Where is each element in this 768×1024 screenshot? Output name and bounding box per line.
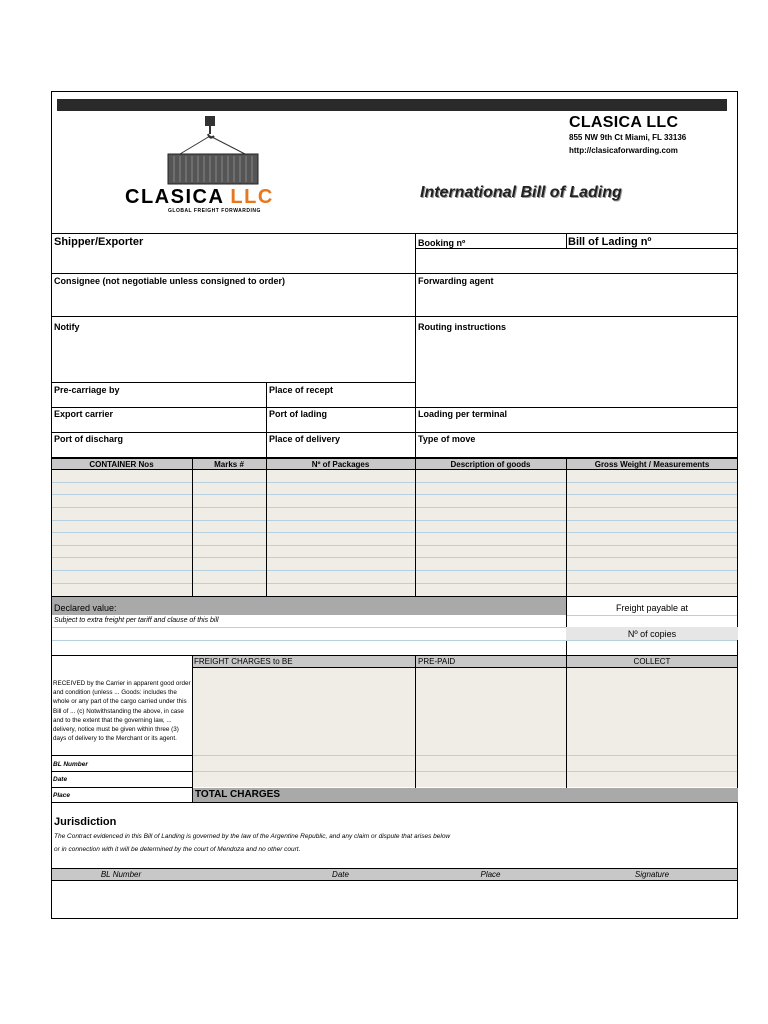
signature-row-input[interactable] <box>52 882 737 918</box>
charges-body[interactable] <box>193 668 737 787</box>
logo-wordmark: CLASICA LLC <box>125 186 274 208</box>
col-container-nos: CONTAINER Nos <box>89 460 154 469</box>
col-description: Description of goods <box>450 460 531 469</box>
prepaid-label: PRE-PAID <box>418 657 456 666</box>
booking-label: Booking nº <box>418 238 466 248</box>
export-carrier-label: Export carrier <box>54 409 114 419</box>
jurisdiction-title: Jurisdiction <box>54 816 117 828</box>
total-charges-label: TOTAL CHARGES <box>195 789 281 800</box>
bl-number-label: BL Number <box>53 761 88 768</box>
logo-tagline: GLOBAL FREIGHT FORWARDING <box>168 208 261 214</box>
declared-value-bar <box>52 597 566 615</box>
company-address: 855 NW 9th Ct Miami, FL 33136 <box>569 133 687 142</box>
place-receipt-label: Place of recept <box>269 385 334 395</box>
copies-label: Nº of copies <box>627 629 677 639</box>
sig-date: Date <box>332 870 349 879</box>
container-crane-logo-icon <box>165 114 265 186</box>
jurisdiction-line-2: or in connection with it will be determined by the court of Mendoza and no other court. <box>54 846 301 853</box>
company-name: CLASICA LLC <box>569 114 679 131</box>
sig-signature: Signature <box>634 870 670 879</box>
declared-value-label: Declared value: <box>54 603 117 613</box>
freight-charges-label: FREIGHT CHARGES to BE <box>194 657 293 666</box>
subject-to-freight-note: Subject to extra freight per tariff and clause of this bill <box>54 617 219 624</box>
routing-label: Routing instructions <box>418 322 506 332</box>
pre-carriage-label: Pre-carriage by <box>54 385 120 395</box>
freight-payable-label: Freight payable at <box>615 603 689 613</box>
type-move-label: Type of move <box>418 434 476 444</box>
bill-of-lading-label: Bill of Lading nº <box>568 236 652 248</box>
company-url[interactable]: http://clasicaforwarding.com <box>569 146 678 155</box>
received-terms-text: RECEIVED by the Carrier in apparent good order and condition (unless ... Goods: includes the whole or any part of the cargo carried under this Bill of ... (c) Notwithstanding the above, in case and to the extent that the governing law, ... delivery, notice must be given within three (3) days of delivery to the Merchant or its agent. <box>53 680 191 743</box>
shipper-label: Shipper/Exporter <box>54 236 144 248</box>
loading-terminal-label: Loading per terminal <box>418 409 508 419</box>
port-discharge-label: Port of discharg <box>54 434 124 444</box>
collect-label: COLLECT <box>633 657 671 666</box>
document-title: International Bill of Lading <box>420 184 622 201</box>
place-delivery-label: Place of delivery <box>269 434 341 444</box>
place-label: Place <box>53 792 70 799</box>
notify-label: Notify <box>54 322 80 332</box>
port-lading-label: Port of lading <box>269 409 327 419</box>
col-packages: Nº of Packages <box>311 460 370 469</box>
forwarding-agent-label: Forwarding agent <box>418 276 494 286</box>
header-bar <box>57 99 727 111</box>
sig-bl-number: BL Number <box>100 870 142 879</box>
consignee-label: Consignee (not negotiable unless consigned to order) <box>54 276 286 286</box>
col-gross-weight: Gross Weight / Measurements <box>594 460 710 469</box>
date-label: Date <box>53 776 68 783</box>
cargo-table-body[interactable] <box>52 470 737 596</box>
col-marks: Marks # <box>214 460 244 469</box>
jurisdiction-line-1: The Contract evidenced in this Bill of Landing is governed by the law of the Argentine Republic, and any claim or dispute that arises below <box>54 833 451 840</box>
sig-place: Place <box>480 870 501 879</box>
